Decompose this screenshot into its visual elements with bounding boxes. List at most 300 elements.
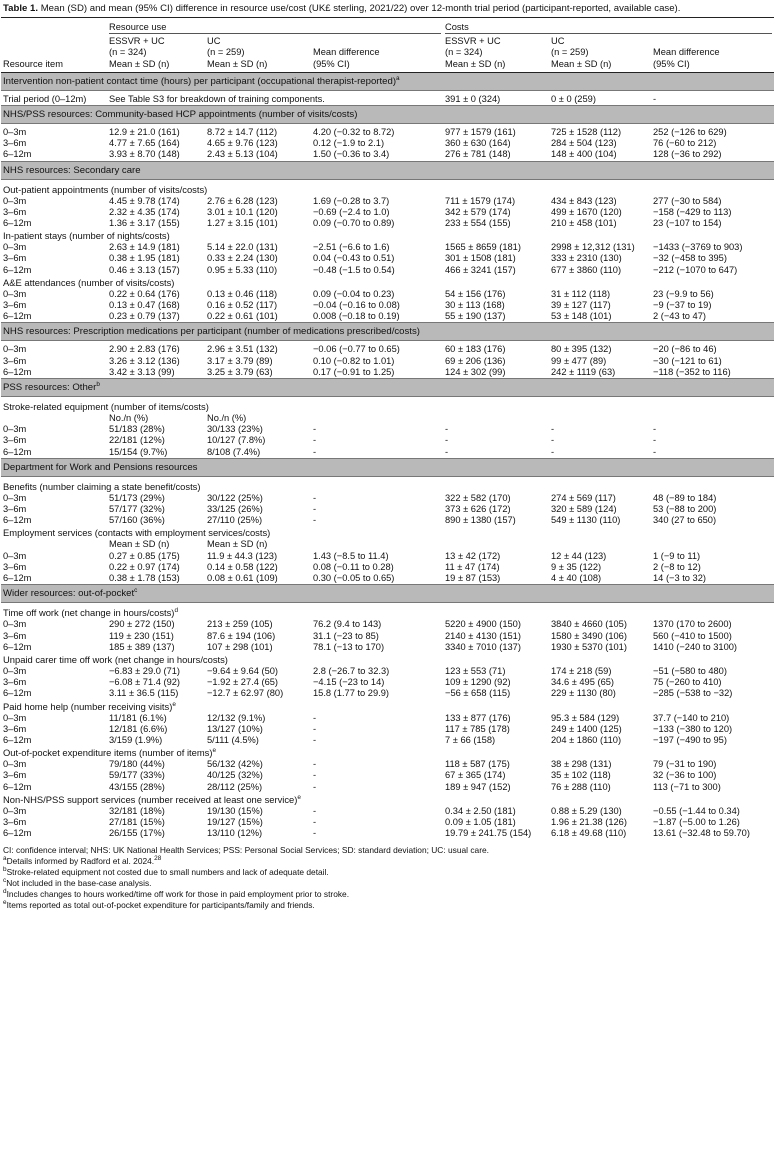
section-title: NHS/PSS resources: Community-based HCP appointments (number of visits/costs) [3, 109, 358, 121]
table-cell: 274 ± 569 (117) [551, 492, 616, 503]
table-cell: 95.3 ± 584 (129) [551, 712, 620, 723]
footnote-a: $^a$Details informed by Radford et al. 2024.28 [3, 855, 162, 867]
table-cell: 99 ± 477 (89) [551, 355, 607, 366]
table-cell: 30/133 (23%) [207, 424, 263, 435]
table-cell: −6.83 ± 29.0 (71) [109, 665, 181, 676]
table-cell: 0–3m [3, 550, 27, 561]
section-header [1, 585, 774, 603]
table-cell: 53 ± 148 (101) [551, 311, 612, 322]
table-cell: 35 ± 102 (118) [551, 770, 611, 781]
table-cell: 0–3m [3, 424, 27, 435]
table-cell: 210 ± 458 (101) [551, 218, 617, 229]
table-cell: 3–6m [3, 206, 27, 217]
table-cell: 128 (−36 to 292) [653, 149, 722, 160]
table-cell: 342 ± 579 (174) [445, 206, 511, 217]
col-uc-n: (n = 259) [207, 47, 245, 58]
table-cell: - [551, 435, 555, 446]
table-cell: 977 ± 1579 (161) [445, 127, 516, 138]
table-cell [651, 539, 774, 550]
table-row [1, 207, 774, 218]
table-caption [1, 0, 776, 17]
col-essvr-cost-label: ESSVR + UC [445, 36, 501, 47]
table-cell: 1.69 (−0.28 to 3.7) [313, 195, 390, 206]
table-cell [549, 539, 651, 550]
table-body [1, 72, 774, 839]
table-cell: 3–6m [3, 630, 27, 641]
table-row [1, 817, 774, 828]
table-cell [1, 539, 107, 550]
table-cell: 15.8 (1.77 to 29.9) [313, 688, 389, 699]
table-title: Mean (SD) and mean (95% CI) difference in resource use/cost (UK£ sterling, 2021/22) over 12-month trial period (participant-reported, available case). [40, 3, 681, 14]
table-cell: −118 (−352 to 116) [653, 366, 731, 377]
subsection-title: In-patient stays (number of nights/costs) [3, 230, 170, 242]
table-cell: 6–12m [3, 446, 32, 457]
table-cell: 39 ± 127 (117) [551, 300, 611, 311]
table-cell: 1.27 ± 3.15 (101) [207, 218, 278, 229]
table-cell: −0.69 (−2.4 to 1.0) [313, 206, 390, 217]
table-cell: 6–12m [3, 641, 32, 652]
table-cell: 3–6m [3, 253, 27, 264]
table-cell: 0.17 (−0.91 to 1.25) [313, 366, 395, 377]
table-cell: 5.14 ± 22.0 (131) [207, 242, 278, 253]
col-md-label: Mean difference [313, 47, 380, 58]
table-cell: −285 (−538 to −32) [653, 688, 733, 699]
table-label: Table 1. [3, 3, 39, 14]
table-cell: 1410 (−240 to 3100) [653, 641, 738, 652]
table-cell: 0–3m [3, 242, 27, 253]
table-cell: 391 ± 0 (324) [445, 93, 501, 104]
table-cell: 3–6m [3, 355, 27, 366]
table-cell: 0.12 (−1.9 to 2.1) [313, 138, 385, 149]
table-cell [651, 413, 774, 424]
table-row [1, 806, 774, 817]
table-cell: 19 ± 87 (153) [445, 573, 501, 584]
table-cell: 0.16 ± 0.52 (117) [207, 300, 278, 311]
table-cell: 0.08 (−0.11 to 0.28) [313, 561, 394, 572]
table-cell: 34.6 ± 495 (65) [551, 677, 615, 688]
table-cell: 4.77 ± 7.65 (164) [109, 138, 180, 149]
subsection-title: Employment services (contacts with employment services/costs) [3, 527, 271, 539]
table-cell: 26/155 (17%) [109, 828, 165, 839]
table-cell: 15/154 (9.7%) [109, 446, 168, 457]
table-row [1, 515, 774, 526]
table-row [1, 631, 774, 642]
table-cell: 53 (−88 to 200) [653, 504, 717, 515]
table-cell: 0.008 (−0.18 to 0.19) [313, 311, 400, 322]
footnote-abbreviations: CI: confidence interval; NHS: UK National Health Services; PSS: Personal Social Services; SD: standard deviation; UC: usual care. [3, 845, 489, 856]
table-row [1, 493, 774, 504]
table-cell: 3–6m [3, 816, 27, 827]
table-cell: 1370 (170 to 2600) [653, 619, 732, 630]
subsection-header [1, 276, 774, 289]
table-cell: −9.64 ± 9.64 (50) [207, 665, 279, 676]
table-cell: 2.90 ± 2.83 (176) [109, 344, 180, 355]
table-cell: - [313, 770, 317, 781]
table-cell: 0.22 ± 0.64 (176) [109, 288, 180, 299]
table-cell: 11/181 (6.1%) [109, 712, 167, 723]
table-row [1, 127, 774, 138]
table-cell: 2.76 ± 6.28 (123) [207, 195, 278, 206]
table-cell: - [551, 446, 555, 457]
subsection-header [1, 746, 774, 759]
table-row [1, 724, 774, 735]
footnote-marker: e [172, 700, 176, 708]
table-cell: 32 (−36 to 100) [653, 770, 717, 781]
table-cell: 78.1 (−13 to 170) [313, 641, 385, 652]
table-cell: 6–12m [3, 366, 32, 377]
table-cell: 55 ± 190 (137) [445, 311, 506, 322]
table-cell: - [445, 446, 449, 457]
table-cell: 13.61 (−32.48 to 59.70) [653, 828, 750, 839]
table-cell: 19/130 (15%) [207, 805, 263, 816]
table-cell: 109 ± 1290 (92) [445, 677, 511, 688]
table-cell: 79/180 (44%) [109, 759, 165, 770]
table-cell: 0.95 ± 5.33 (110) [207, 264, 278, 275]
table-cell: 0–3m [3, 712, 27, 723]
table-row [1, 424, 774, 435]
table-cell: 2 (−43 to 47) [653, 311, 706, 322]
table-cell: 322 ± 582 (170) [445, 492, 511, 503]
table-cell: 3–6m [3, 723, 27, 734]
table-row [1, 149, 774, 161]
table-cell: 0.13 ± 0.47 (168) [109, 300, 180, 311]
footnote-d: $^d$Includes changes to hours worked/time off work for those in paid employment prior to stroke. [3, 888, 350, 900]
table-cell: 5/111 (4.5%) [207, 734, 259, 745]
table-cell: 0 ± 0 (259) [551, 93, 596, 104]
table-cell: 4.65 ± 9.76 (123) [207, 138, 278, 149]
subsection-header [1, 229, 774, 242]
table-cell: 6–12m [3, 734, 32, 745]
table-cell: 13/127 (10%) [207, 723, 263, 734]
table-cell: - [551, 424, 555, 435]
table-cell: 1580 ± 3490 (106) [551, 630, 627, 641]
table-cell: Mean ± SD (n) [109, 539, 170, 550]
table-cell: −1.92 ± 27.4 (65) [207, 677, 279, 688]
footnote-marker: d [174, 607, 178, 615]
table-cell: 31.1 (−23 to 85) [313, 630, 379, 641]
table-cell: 6–12m [3, 149, 32, 160]
subsection-title: Out-of-pocket expenditure items (number of items) [3, 747, 213, 759]
table-cell: 148 ± 400 (104) [551, 149, 617, 160]
table-row [1, 242, 774, 253]
table-cell: 711 ± 1579 (174) [445, 195, 516, 206]
table-row [1, 666, 774, 677]
table-cell: 3–6m [3, 300, 27, 311]
table-cell: 0–3m [3, 288, 27, 299]
table-cell: 80 ± 395 (132) [551, 344, 612, 355]
table-cell: 185 ± 389 (137) [109, 641, 175, 652]
table-cell: 0–3m [3, 127, 27, 138]
table-row [1, 289, 774, 300]
table-cell: 677 ± 3860 (110) [551, 264, 622, 275]
table-cell: −4.15 (−23 to 14) [313, 677, 385, 688]
table-cell: 22/181 (12%) [109, 435, 165, 446]
table-cell: 3.17 ± 3.79 (89) [207, 355, 273, 366]
table-cell: −1433 (−3769 to 903) [653, 242, 743, 253]
resource-use-table [1, 17, 774, 839]
table-cell: 0.34 ± 2.50 (181) [445, 805, 516, 816]
table-cell: No./n (%) [109, 413, 149, 424]
table-cell: 23 (−107 to 154) [653, 218, 722, 229]
footnote-marker: c [134, 587, 138, 595]
col-uc-cost-n: (n = 259) [551, 47, 589, 58]
table-cell: See Table S3 for breakdown of training components. [109, 93, 325, 104]
subsection-title: Paid home help (number receiving visits) [3, 700, 173, 712]
table-cell: - [313, 734, 317, 745]
subsection-title: A&E attendances (number of visits/costs) [3, 276, 175, 288]
table-cell: 76.2 (9.4 to 143) [313, 619, 382, 630]
table-cell: 373 ± 626 (172) [445, 504, 511, 515]
table-cell: 3.26 ± 3.12 (136) [109, 355, 180, 366]
table-cell: 48 (−89 to 184) [653, 492, 717, 503]
table-cell: 0.30 (−0.05 to 0.65) [313, 573, 395, 584]
table-cell: −158 (−429 to 113) [653, 206, 732, 217]
table-cell: 37.7 (−140 to 210) [653, 712, 730, 723]
table-cell: 0.88 ± 5.29 (130) [551, 805, 622, 816]
table-row [1, 782, 774, 793]
table-row [1, 573, 774, 585]
table-cell: 10/127 (7.8%) [207, 435, 266, 446]
subsection-header [1, 653, 774, 666]
col-uc-cost-stat: Mean ± SD (n) [549, 59, 651, 73]
table-cell: 6–12m [3, 781, 32, 792]
table-cell: −0.48 (−1.5 to 0.54) [313, 264, 395, 275]
table-header [1, 18, 774, 73]
col-md-cost-ci: (95% CI) [651, 59, 774, 73]
table-cell: 0.10 (−0.82 to 1.01) [313, 355, 395, 366]
table-cell: 0.13 ± 0.46 (118) [207, 288, 278, 299]
table-row [1, 677, 774, 688]
table-cell: 1 (−9 to 11) [653, 550, 701, 561]
table-cell: 3–6m [3, 677, 27, 688]
table-cell: Mean ± SD (n) [207, 539, 268, 550]
table-cell: 12 ± 44 (123) [551, 550, 607, 561]
col-essvr-cost-stat: Mean ± SD (n) [443, 59, 549, 73]
table-cell: −56 ± 658 (115) [445, 688, 511, 699]
table-cell [311, 539, 443, 550]
table-cell: - [653, 93, 657, 104]
table-cell: 2.96 ± 3.51 (132) [207, 344, 278, 355]
table-cell: - [313, 492, 317, 503]
table-cell: 0.27 ± 0.85 (175) [109, 550, 180, 561]
table-cell: 3340 ± 7010 (137) [445, 641, 521, 652]
table-cell: 174 ± 218 (59) [551, 665, 612, 676]
table-cell: 1565 ± 8659 (181) [445, 242, 521, 253]
table-cell: 499 ± 1670 (120) [551, 206, 622, 217]
table-cell: 6–12m [3, 311, 32, 322]
table-cell: 133 ± 877 (176) [445, 712, 511, 723]
col-essvr-label: ESSVR + UC [109, 36, 165, 47]
table-cell: No./n (%) [207, 413, 247, 424]
table-cell: 249 ± 1400 (125) [551, 723, 622, 734]
table-cell: 560 (−410 to 1500) [653, 630, 732, 641]
table-cell: 60 ± 183 (176) [445, 344, 506, 355]
table-cell: - [313, 712, 317, 723]
table-cell: −2.51 (−6.6 to 1.6) [313, 242, 390, 253]
table-cell: 75 (−260 to 410) [653, 677, 722, 688]
group-header-costs: Costs [445, 22, 772, 34]
table-cell: - [313, 504, 317, 515]
table-cell: 2998 ± 12,312 (131) [551, 242, 635, 253]
table-cell: 0.22 ± 0.97 (174) [109, 561, 180, 572]
table-cell: 1.50 (−0.36 to 3.4) [313, 149, 390, 160]
table-cell: 340 (27 to 650) [653, 515, 717, 526]
table-cell: −20 (−86 to 46) [653, 344, 717, 355]
table-cell: 7 ± 66 (158) [445, 734, 496, 745]
table-cell: 2140 ± 4130 (151) [445, 630, 521, 641]
table-row [1, 196, 774, 207]
table-row [1, 218, 774, 229]
col-md-ci: (95% CI) [311, 59, 443, 73]
table-cell: 79 (−31 to 190) [653, 759, 717, 770]
table-cell: 118 ± 587 (175) [445, 759, 510, 770]
table-cell: 123 ± 553 (71) [445, 665, 506, 676]
table-row [1, 619, 774, 630]
table-cell: −6.08 ± 71.4 (92) [109, 677, 181, 688]
subsection-title: Non-NHS/PSS support services (number received at least one service) [3, 793, 298, 805]
table-cell: −32 (−458 to 395) [653, 253, 727, 264]
subsection-title: Out-patient appointments (number of visits/costs) [3, 183, 208, 195]
table-cell: 31 ± 112 (118) [551, 288, 611, 299]
table-cell: 2 (−8 to 12) [653, 561, 701, 572]
table-cell [311, 413, 443, 424]
table-cell: 3–6m [3, 138, 27, 149]
section-title: PSS resources: Other [3, 382, 97, 394]
table-row [1, 367, 774, 379]
table-cell: 6–12m [3, 264, 32, 275]
col-uc-cost-label: UC [551, 36, 565, 47]
table-cell: 0.22 ± 0.61 (101) [207, 311, 278, 322]
table-cell: 67 ± 365 (174) [445, 770, 506, 781]
subsection-title: Stroke-related equipment (number of items/costs) [3, 401, 209, 413]
table-cell: - [313, 828, 317, 839]
table-row [1, 300, 774, 311]
table-cell: 213 ± 259 (105) [207, 619, 273, 630]
table-cell: 252 (−126 to 629) [653, 127, 727, 138]
group-header-resource-use: Resource use [109, 22, 441, 34]
table-cell: 2.43 ± 5.13 (104) [207, 149, 278, 160]
table-cell: 23 (−9.9 to 56) [653, 288, 714, 299]
table-cell: −0.06 (−0.77 to 0.65) [313, 344, 400, 355]
table-cell: 4 ± 40 (108) [551, 573, 602, 584]
table-cell: 3.25 ± 3.79 (63) [207, 366, 273, 377]
subsection-title: Benefits (number claiming a state benefit/costs) [3, 480, 201, 492]
table-cell: −1.87 (−5.00 to 1.26) [653, 816, 740, 827]
table-cell [443, 413, 549, 424]
table-cell: −133 (−380 to 120) [653, 723, 733, 734]
table-cell: 57/177 (32%) [109, 504, 165, 515]
table-cell: Trial period (0–12m) [3, 93, 87, 104]
table-row [1, 770, 774, 781]
footnote-marker: a [396, 74, 400, 82]
col-essvr-cost-n: (n = 324) [445, 47, 483, 58]
table-cell: 11 ± 47 (174) [445, 561, 500, 572]
table-cell: 119 ± 230 (151) [109, 630, 174, 641]
subsection-header [1, 480, 774, 493]
table-cell: 0–3m [3, 619, 27, 630]
table-row [1, 735, 774, 746]
section-header [1, 106, 774, 124]
footnotes [1, 839, 776, 911]
table-row [1, 435, 774, 446]
table-row [1, 138, 774, 149]
table-cell: 0.38 ± 1.95 (181) [109, 253, 180, 264]
table-row [1, 539, 774, 550]
table-cell: 1930 ± 5370 (101) [551, 641, 627, 652]
table-cell: 725 ± 1528 (112) [551, 127, 622, 138]
table-cell: - [313, 515, 317, 526]
table-cell: 6.18 ± 49.68 (110) [551, 828, 627, 839]
table-cell: −12.7 ± 62.97 (80) [207, 688, 284, 699]
subsection-header [1, 183, 774, 196]
table-cell: 0.38 ± 1.78 (153) [109, 573, 180, 584]
col-md-cost-label: Mean difference [653, 47, 720, 58]
table-cell: 1.36 ± 3.17 (155) [109, 218, 180, 229]
table-cell: 0.46 ± 3.13 (157) [109, 264, 180, 275]
table-cell: −197 (−490 to 95) [653, 734, 727, 745]
table-cell: 6–12m [3, 218, 32, 229]
table-cell: 3–6m [3, 504, 27, 515]
table-cell: 0.14 ± 0.58 (122) [207, 561, 278, 572]
section-title: Department for Work and Pensions resources [3, 461, 198, 473]
table-cell: 5220 ± 4900 (150) [445, 619, 521, 630]
table-cell: 0–3m [3, 665, 27, 676]
col-uc-label: UC [207, 36, 221, 47]
table-cell: 466 ± 3241 (157) [445, 264, 516, 275]
table-cell: 0.09 (−0.04 to 0.23) [313, 288, 395, 299]
footnote-marker: e [212, 747, 217, 754]
table-cell: 320 ± 589 (124) [551, 504, 617, 515]
subsection-header [1, 400, 774, 413]
table-cell: - [653, 446, 657, 457]
table-cell: 333 ± 2310 (130) [551, 253, 622, 264]
table-cell: −51 (−580 to 480) [653, 665, 727, 676]
table-cell: 3.01 ± 10.1 (120) [207, 206, 278, 217]
table-cell: 3.11 ± 36.5 (115) [109, 688, 179, 699]
table-cell: 2.8 (−26.7 to 32.3) [313, 665, 390, 676]
table-cell: 290 ± 272 (150) [109, 619, 175, 630]
table-cell: 3.42 ± 3.13 (99) [109, 366, 175, 377]
table-row [1, 713, 774, 724]
section-header [1, 458, 774, 476]
table-cell: - [313, 446, 317, 457]
table-cell: 56/132 (42%) [207, 759, 263, 770]
table-cell: 51/173 (29%) [109, 492, 165, 503]
table-cell: 434 ± 843 (123) [551, 195, 617, 206]
table-cell: 3840 ± 4660 (105) [551, 619, 627, 630]
section-title: NHS resources: Prescription medications per participant (number of medications prescribed/costs) [3, 326, 420, 338]
table-cell: 19/127 (15%) [207, 816, 263, 827]
table-cell [549, 413, 651, 424]
table-cell: 13/110 (12%) [207, 828, 263, 839]
table-cell: 0–3m [3, 805, 27, 816]
table-cell: 33/125 (26%) [207, 504, 263, 515]
table-cell: 189 ± 947 (152) [445, 781, 511, 792]
table-cell: 284 ± 504 (123) [551, 138, 617, 149]
table-cell: - [313, 424, 317, 435]
table-cell: 12/132 (9.1%) [207, 712, 266, 723]
table-row [1, 311, 774, 323]
table-cell: 360 ± 630 (164) [445, 138, 511, 149]
footnote-marker: b [96, 380, 100, 388]
col-essvr-n: (n = 324) [109, 47, 147, 58]
table-cell: - [445, 435, 449, 446]
table-row [1, 642, 774, 653]
table-row [1, 828, 774, 839]
table-cell: 6–12m [3, 573, 32, 584]
table-cell: 1.96 ± 21.38 (126) [551, 816, 627, 827]
table-cell: 0.09 ± 1.05 (181) [445, 816, 516, 827]
